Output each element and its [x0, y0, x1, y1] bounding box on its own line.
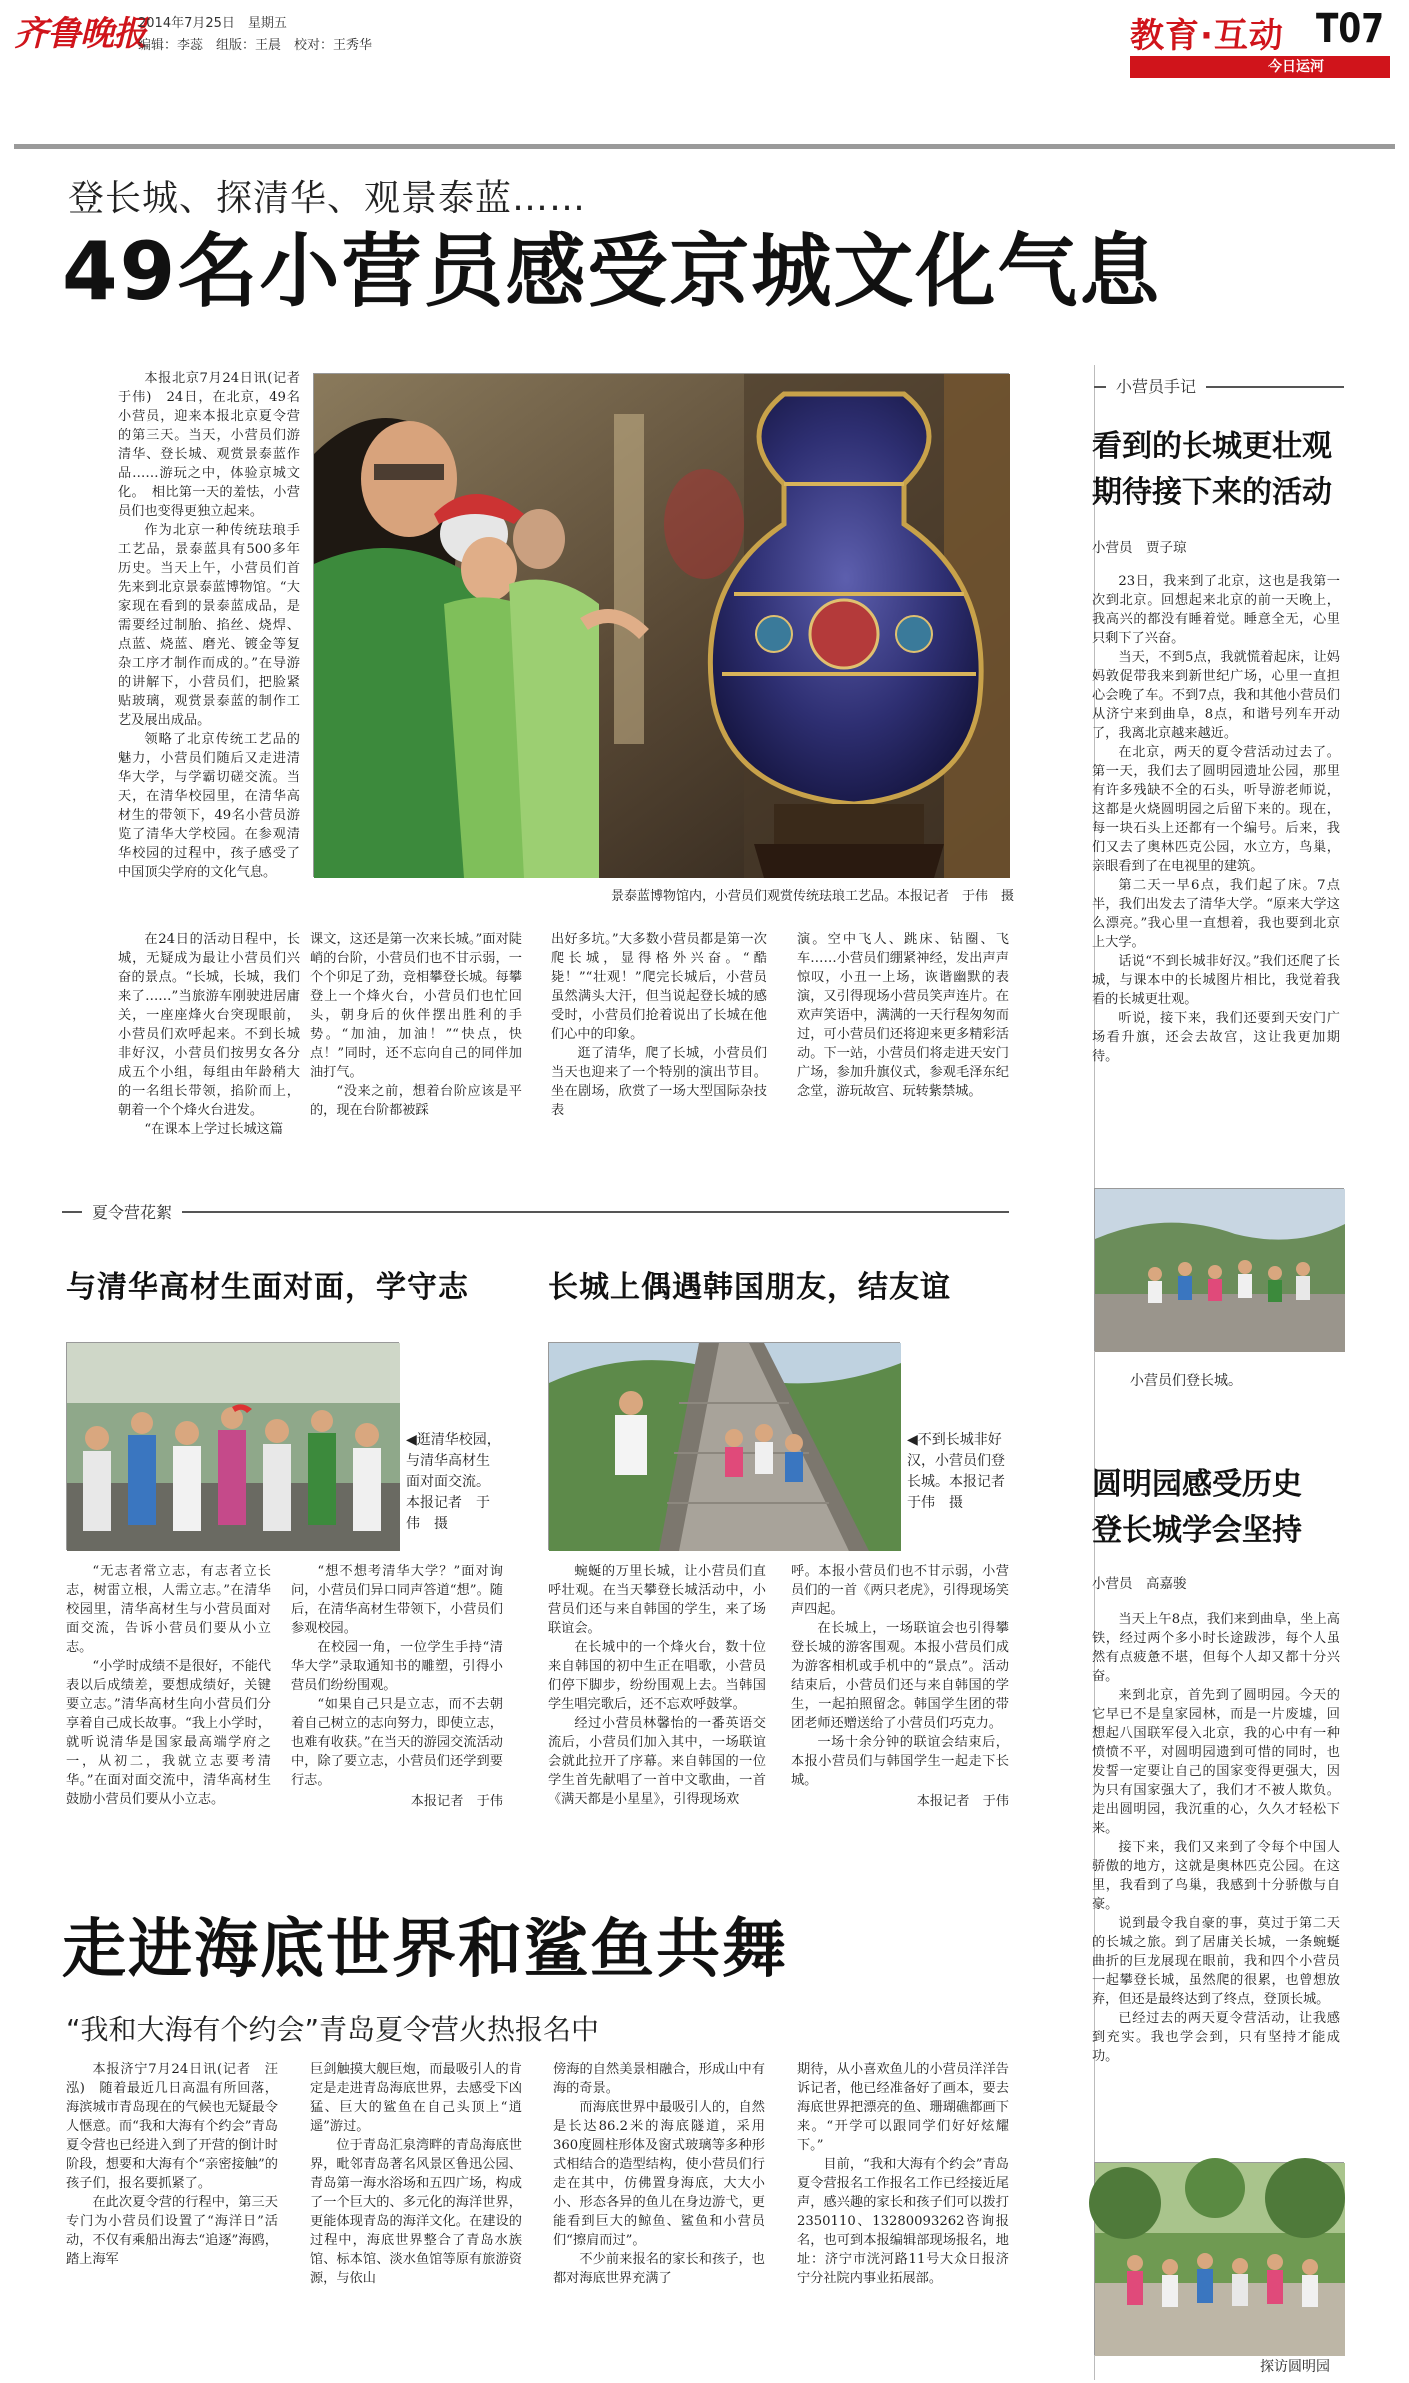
yuanmingyuan-scene	[1095, 2163, 1345, 2356]
great-wall-photo-caption: ◀不到长城非好汉，小营员们登长城。本报记者 于伟 摄	[907, 1432, 1019, 1511]
great-wall-scene	[549, 1343, 901, 1551]
note1-paragraph: 23日，我来到了北京，这也是我第一次到北京。回想起来北京的前一天晚上，我高兴的都没有睡着觉。睡意全无，心里只剩下了兴奋。	[1092, 574, 1340, 646]
note2-paragraph: 接下来，我们又来到了令每个中国人骄傲的地方，这就是奥林匹克公园。在这里，我看到了鸟巢，我感到十分骄傲与自豪。	[1092, 1840, 1340, 1912]
note2-photo-caption: 探访圆明园	[1260, 2359, 1330, 2375]
note1-paragraph: 第二天一早6点，我们起了床。7点半，我们出发去了清华大学。“原来大学这么漂亮。”我心里一直想着，我也要到北京上大学。	[1092, 878, 1340, 950]
note1-photo-caption: 小营员们登长城。	[1130, 1373, 1242, 1389]
story1-paragraph: “无志者常立志，有志者立长志，树雷立根，人需立志。”在清华校园里，清华高材生与小营员面对面交流，告诉小营员们要从小立志。	[66, 1564, 271, 1655]
tsinghua-photo-caption: ◀逛清华校园，与清华高材生面对面交流。本报记者 于伟 摄	[406, 1432, 501, 1532]
qingdao-subhead: “我和大海有个约会”青岛夏令营火热报名中	[66, 2013, 600, 2046]
story2-paragraph: 在长城上，一场联谊会也引得攀登长城的游客围观。本报小营员们成为游客相机或手机中的“景点”。活动结束后，小营员们还与来自韩国的学生，一起拍照留念。韩国学生团的带团老师还赠送给了小营员们巧克力。	[791, 1621, 1009, 1731]
sidebar-section-label: 小营员手记	[1106, 374, 1206, 397]
note1-paragraph: 话说“不到长城非好汉。”我们还爬了长城，与课本中的长城图片相比，我觉着我看的长城更壮观。	[1092, 954, 1340, 1007]
lead-paragraph: 演。空中飞人、跳床、钻圈、飞车……小营员们绷紧神经，发出声声惊叹，小丑一上场，诙谐幽默的表演，又引得现场小营员笑声连片。在欢声笑语中，满满的一天行程匆匆而过，可小营员们还将迎来更多精彩活动。下一站，小营员们将走进天安门广场，参加升旗仪式，参观毛泽东纪念堂，游玩故宫、玩转紫禁城。	[797, 932, 1009, 1099]
qingdao-column-4	[797, 2060, 1009, 2378]
qingdao-paragraph: 傍海的自然美景相融合，形成山中有海的奇景。	[553, 2062, 765, 2096]
lead-column-1	[118, 369, 314, 934]
edition-badge: 今日运河	[1130, 56, 1390, 78]
story1-column-2	[291, 1562, 503, 1878]
qingdao-paragraph: 目前，“我和大海有个约会”青岛夏令营报名工作报名工作已经接近尾声，感兴趣的家长和孩子们可以拨打2350110、13280093262咨询报名，也可到本报编辑部现场报名，地址：济宁市洸河路11号大众日报济宁分社院内事业拓展部。	[797, 2157, 1009, 2286]
note2-paragraph: 来到北京，首先到了圆明园。今天的它早已不是皇家园林，而是一片废墟，回想起八国联军侵入北京，我的心中有一种愤愤不平，对圆明园遗到可惜的同时，也发誓一定要让自己的国家变得更强大，因为只有国家强大了，我们才不被人欺负。走出圆明园，我沉重的心，久久才轻松下来。	[1092, 1688, 1340, 1836]
masthead	[0, 0, 1409, 150]
lead-column-2	[118, 930, 300, 1198]
story1-paragraph: “如果自己只是立志，而不去朝着自己树立的志向努力，即使立志，也难有收获。”在当天的游园交流活动中，除了要立志，小营员们还学到要行志。	[291, 1697, 503, 1788]
story2-column-1	[548, 1562, 766, 1878]
qingdao-paragraph: 本报济宁7月24日讯(记者 汪泓) 随着最近几日高温有所回落，海滨城市青岛现在的气候也无疑最令人惬意。而“我和大海有个约会”青岛夏令营也已经进入到了开营的倒计时阶段，想要和大海有个“亲密接触”的孩子们，报名要抓紧了。	[66, 2062, 278, 2191]
story1-paragraph: “小学时成绩不是很好，不能代表以后成绩差，要想成绩好，关键要立志。”清华高材生向小营员们分享着自己成长故事。“我上小学时，就听说清华是国家最高端学府之一，从初二，我就立志要考清华。”在面对面交流中，清华高材生鼓励小营员们要从小立志。	[66, 1659, 271, 1807]
qingdao-column-1	[66, 2060, 278, 2378]
lead-paragraph: 在24日的活动日程中，长城，无疑成为最让小营员们兴奋的景点。“长城，长城，我们来了……”当旅游车刚驶进居庸关，一座座烽火台突现眼前，小营员们欢呼起来。不到长城非好汉，小营员们按男女各分成五个小组，每组由年龄稍大的一名组长带领，掐阶而上，朝着一个个烽火台进发。	[118, 932, 300, 1118]
summer-section-label: 夏令营花絮	[82, 1200, 182, 1223]
lead-kicker: 登长城、探清华、观景泰蓝……	[68, 178, 587, 219]
note1-title	[1092, 424, 1332, 516]
cloisonne-photo-caption: 景泰蓝博物馆内，小营员们观赏传统珐琅工艺品。本报记者 于伟 摄	[610, 889, 1014, 904]
lead-paragraph: 领略了北京传统工艺品的魅力，小营员们随后又走进清华大学，与学霸切磋交流。当天，在清华校园里，在清华高材生的带领下，49名小营员游览了清华大学校园。在参观清华校园的过程中，孩子感受了中国顶尖学府的文化气息。	[118, 732, 300, 880]
lead-paragraph: 出好多坑。”大多数小营员都是第一次爬长城，显得格外兴奋。“酷毙！”“壮观！”爬完长城后，小营员虽然满头大汗，但当说起登长城的感受时，小营员们抢着说出了长城在他们心中的印象。	[551, 932, 767, 1042]
note1-paragraph: 当天，不到5点，我就慌着起床，让妈妈敦促带我来到新世纪广场，心里一直担心会晚了车。不到7点，我和其他小营员们从济宁来到曲阜，8点，和谐号列车开动了，我离北京越来越近。	[1092, 650, 1340, 741]
lead-paragraph: 本报北京7月24日讯(记者 于伟) 24日，在北京，49名小营员，迎来本报北京夏令营的第三天。当天，小营员们游清华、登长城、观赏景泰蓝作品……游玩之中，体验京城文化。 相比第一天的羞怯，小营员们也变得更独立起来。	[118, 371, 314, 519]
staff-credits: 编辑：李蕊 组版：王晨 校对：王秀华	[138, 38, 373, 53]
wall-group-scene	[1095, 1189, 1345, 1352]
great-wall-photo	[548, 1342, 900, 1550]
story2-byline: 本报记者 于伟	[916, 1794, 1009, 1809]
lead-paragraph: “没来之前，想着台阶应该是平的，现在台阶都被踩	[310, 1084, 522, 1118]
qingdao-paragraph: 期待，从小喜欢鱼儿的小营员洋洋告诉记者，他已经准备好了画本，要去海底世界把漂亮的鱼、珊瑚礁都画下来。“开学可以跟同学们好好炫耀下。”	[797, 2062, 1009, 2153]
qingdao-paragraph: 而海底世界中最吸引人的，自然是长达86.2米的海底隧道，采用360度圆柱形体及窗式玻璃等多种形式相结合的造型结构，使小营员们行走在其中，仿佛置身海底，大大小小、形态各异的鱼儿在身边游弋，更能看到巨大的鲸鱼、鲨鱼和小营员们“擦肩而过”。	[553, 2100, 765, 2248]
story1-paragraph: 在校园一角，一位学生手持“清华大学”录取通知书的雕塑，引得小营员们纷纷围观。	[291, 1640, 503, 1693]
summer-section-rule	[62, 1211, 1009, 1213]
note1-author: 小营员 贾子琼	[1092, 540, 1187, 556]
note2-title	[1092, 1462, 1302, 1554]
note2-title-line: 圆明园感受历史	[1092, 1467, 1302, 1502]
story2-paragraph: 蜿蜒的万里长城，让小营员们直呼壮观。在当天攀登长城活动中，小营员们还与来自韩国的学生，来了场联谊会。	[548, 1564, 766, 1636]
tsinghua-photo	[66, 1342, 399, 1550]
note2-body	[1092, 1610, 1340, 2162]
qingdao-paragraph: 在此次夏令营的行程中，第三天专门为小营员们设置了“海洋日”活动，不仅有乘船出海去“追逐”海鸥，踏上海军	[66, 2195, 278, 2267]
lead-column-4	[551, 930, 767, 1198]
newspaper-logo: 齐鲁晚报	[14, 14, 146, 54]
note1-title-line: 看到的长城更壮观	[1092, 429, 1332, 464]
note1-paragraph: 听说，接下来，我们还要到天安门广场看升旗，还会去故宫，这让我更加期待。	[1092, 1011, 1340, 1064]
story2-paragraph: 一场十余分钟的联谊会结束后，本报小营员们与韩国学生一起走下长城。	[791, 1735, 1009, 1788]
story2-column-2	[791, 1562, 1009, 1878]
qingdao-paragraph: 位于青岛汇泉湾畔的青岛海底世界，毗邻青岛著名风景区鲁迅公园、青岛第一海水浴场和五四广场，构成了一个巨大的、多元化的海洋世界，更能体现青岛的海洋文化。在建设的过程中，海底世界整合了青岛水族馆、标本馆、淡水鱼馆等原有旅游资源，与依山	[310, 2138, 522, 2286]
qingdao-column-2	[310, 2060, 522, 2378]
lead-headline: 49名小营员感受京城文化气息	[62, 225, 1162, 318]
qingdao-paragraph: 不少前来报名的家长和孩子，也都对海底世界充满了	[553, 2252, 765, 2286]
lead-paragraph: 作为北京一种传统珐琅手工艺品，景泰蓝具有500多年历史。当天上午，小营员们首先来到北京景泰蓝博物馆。“大家现在看到的景泰蓝成品，是需要经过制胎、掐丝、烧焊、点蓝、烧蓝、磨光、镀金等复杂工序才制作而成的。”在导游的讲解下，小营员们，把脸紧贴玻璃，观赏景泰蓝的制作工艺及展出成品。	[118, 523, 300, 728]
story1-column-1	[66, 1562, 271, 1878]
note2-author: 小营员 高嘉骏	[1092, 1576, 1187, 1592]
page-number: T07	[1316, 6, 1385, 52]
story2-headline: 长城上偶遇韩国朋友，结友谊	[548, 1270, 951, 1305]
note2-paragraph: 说到最令我自豪的事，莫过于第二天的长城之旅。到了居庸关长城，一条蜿蜒曲折的巨龙展现在眼前，我和四个小营员一起攀登长城，虽然爬的很累，也曾想放弃，但还是最终达到了终点，登顶长城。	[1092, 1916, 1340, 2007]
note2-paragraph: 当天上午8点，我们来到曲阜，坐上高铁，经过两个多小时长途跋涉，每个人虽然有点疲惫不堪，但每个人却又都十分兴奋。	[1092, 1612, 1340, 1684]
issue-date: 2014年7月25日 星期五	[138, 16, 287, 31]
masthead-rule	[14, 144, 1395, 149]
qingdao-column-3	[553, 2060, 765, 2378]
note2-paragraph: 已经过去的两天夏令营活动，让我感到充实。我也学会到，只有坚持才能成功。	[1092, 2011, 1340, 2064]
qingdao-headline: 走进海底世界和鲨鱼共舞	[62, 1913, 788, 1987]
note1-title-line: 期待接下来的活动	[1092, 475, 1332, 510]
story2-paragraph: 在长城中的一个烽火台，数十位来自韩国的初中生正在唱歌，小营员们停下脚步，纷纷围观上去。当韩国学生唱完歌后，还不忘欢呼鼓掌。	[548, 1640, 766, 1712]
note1-photo	[1094, 1188, 1344, 1351]
qingdao-paragraph: 巨剑触摸大舰巨炮，而最吸引人的肯定是走进青岛海底世界，去感受下凶猛、巨大的鲨鱼在自己头顶上“逍遥”游过。	[310, 2062, 522, 2134]
lead-paragraph: 逛了清华，爬了长城，小营员们当天也迎来了一个特别的演出节目。坐在剧场，欣赏了一场大型国际杂技表	[551, 1046, 767, 1118]
note2-photo	[1094, 2162, 1344, 2355]
tsinghua-scene	[67, 1343, 400, 1551]
section-title: 教育·互动	[1130, 16, 1284, 56]
note1-paragraph: 在北京，两天的夏令营活动过去了。第一天，我们去了圆明园遗址公园，那里有许多残缺不全的石头，听导游老师说，这都是火烧圆明园之后留下来的。现在，每一块石头上还都有一个编号。后来，我们又去了奥林匹克公园，水立方，鸟巢，亲眼看到了在电视里的建筑。	[1092, 745, 1340, 874]
story2-paragraph: 经过小营员林馨怡的一番英语交流后，小营员们加入其中，一场联谊会就此拉开了序幕。来自韩国的一位学生首先献唱了一首中文歌曲，一首《满天都是小星星》，引得现场欢	[548, 1716, 766, 1807]
lead-paragraph: “在课本上学过长城这篇	[144, 1122, 284, 1137]
note1-body	[1092, 572, 1340, 1198]
note2-title-line: 登长城学会坚持	[1092, 1513, 1302, 1548]
story1-paragraph: “想不想考清华大学？”面对询问，小营员们异口同声答道“想”。随后，在清华高材生带领下，小营员们参观校园。	[291, 1564, 503, 1636]
story1-headline: 与清华高材生面对面，学守志	[66, 1270, 469, 1305]
cloisonne-scene	[314, 374, 1010, 878]
story2-paragraph: 呼。本报小营员们也不甘示弱，小营员们的一首《两只老虎》，引得现场笑声四起。	[791, 1564, 1009, 1617]
cloisonne-photo	[313, 373, 1009, 877]
lead-paragraph: 课文，这还是第一次来长城。”面对陡峭的台阶，小营员们也不甘示弱，一个个卯足了劲，竞相攀登长城。每攀登上一个烽火台，小营员们也忙回头，朝身后的伙伴摆出胜利的手势。“加油，加油！”“快点，快点！”同时，还不忘向自己的同伴加油打气。	[310, 932, 522, 1080]
lead-column-5	[797, 930, 1009, 1198]
story1-byline: 本报记者 于伟	[410, 1794, 503, 1809]
lead-column-3	[310, 930, 522, 1198]
